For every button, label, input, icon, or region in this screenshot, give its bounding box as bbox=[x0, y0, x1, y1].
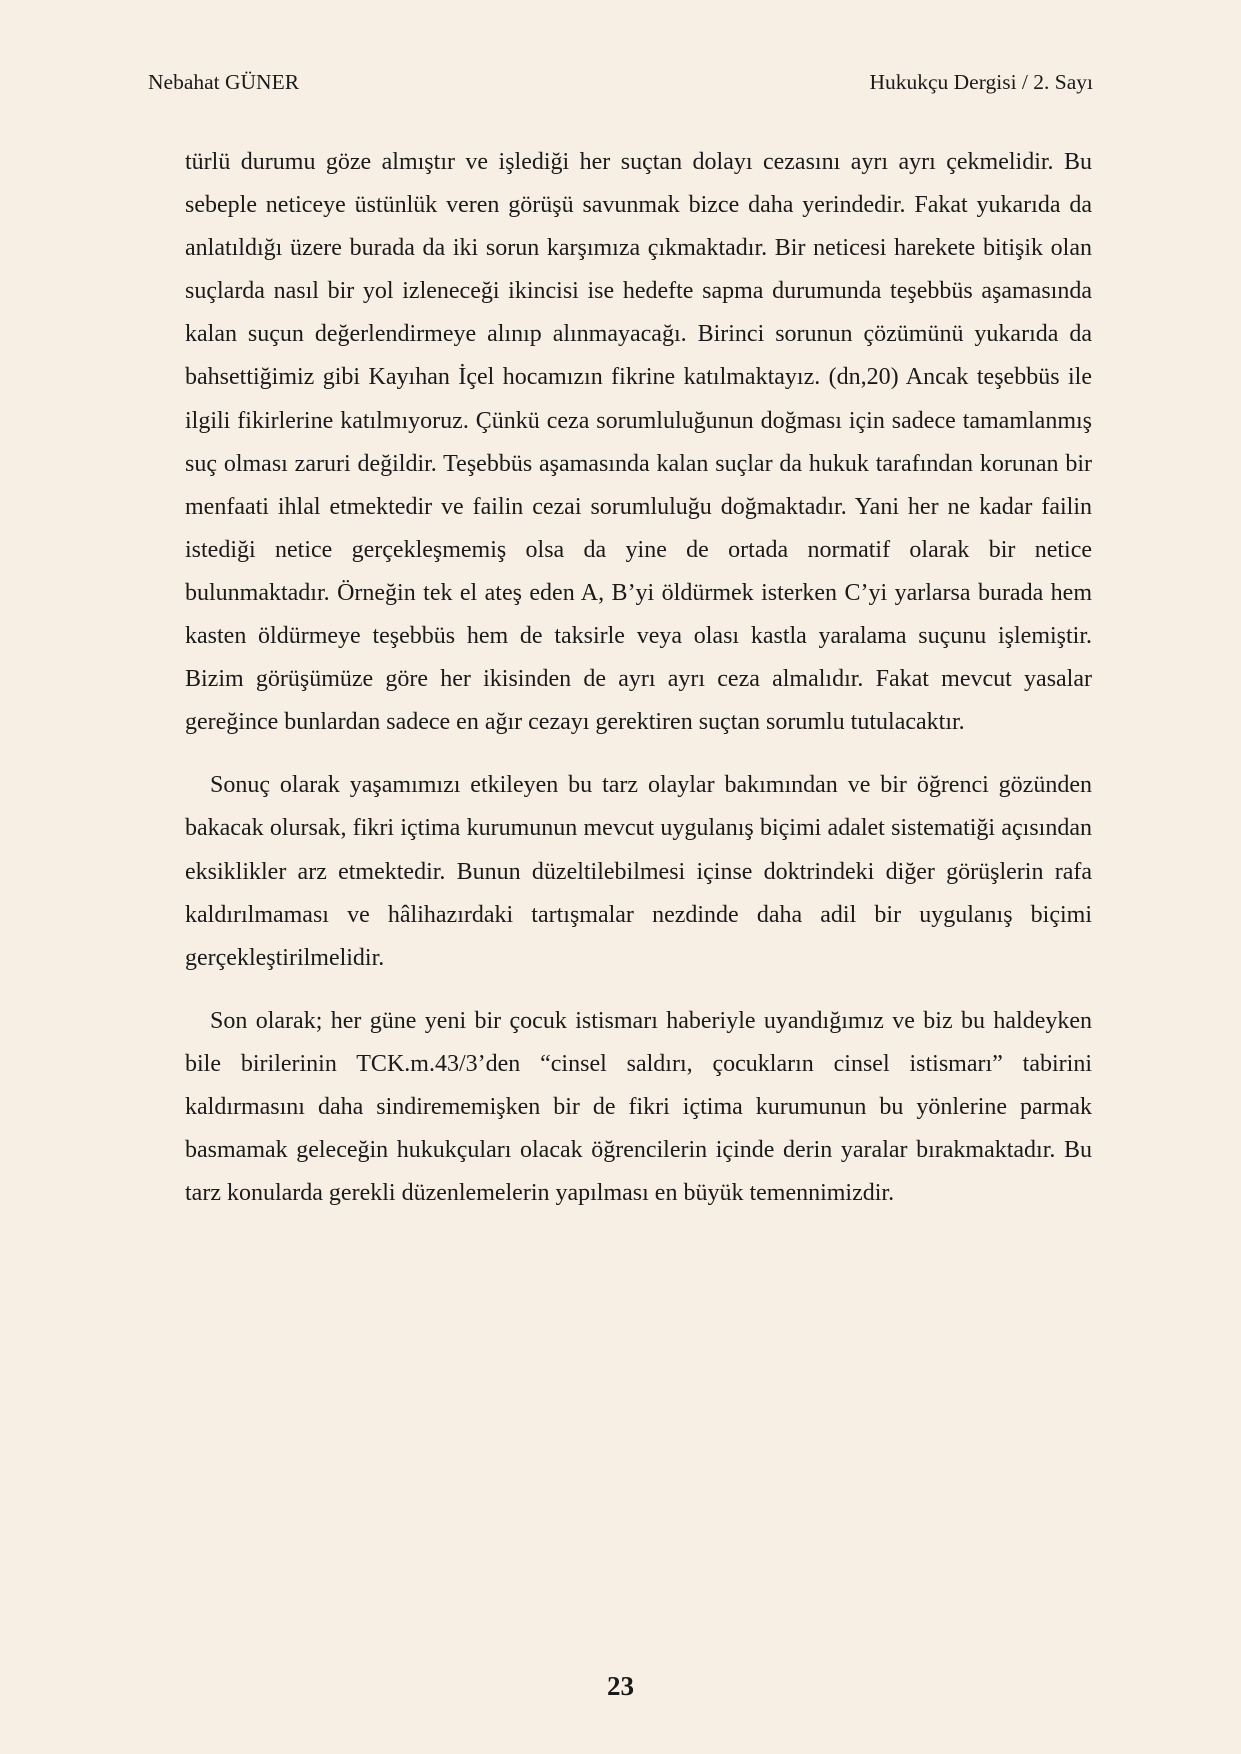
body-paragraph: Sonuç olarak yaşamımızı etkileyen bu tarz olaylar bakımından ve bir öğrenci gözünden bakacak olursak, fikri içtima kurumunun mevcut uygulanış biçimi adalet sistematiği açısından eksiklikler arz etmektedir. Bunun düzeltilebilmesi içinse doktrindeki diğer görüşlerin rafa kaldırılmaması ve hâlihazırdaki tartışmalar nezdinde daha adil bir uygulanış biçimi gerçekleştirilmelidir. bbox=[185, 772, 1092, 971]
journal-title: Hukukçu Dergisi / 2. Sayı bbox=[869, 70, 1093, 94]
author-name: Nebahat GÜNER bbox=[148, 70, 300, 94]
page-number: 23 bbox=[607, 1671, 634, 1701]
article-body bbox=[185, 141, 1092, 1215]
page-header bbox=[148, 70, 1093, 100]
body-paragraph: türlü durumu göze almıştır ve işlediği her suçtan dolayı cezasını ayrı ayrı çekmelidir. Bu sebeple neticeye üstünlük veren görüşü savunmak bizce daha yerindedir. Fakat yukarıda da anlatıldığı üzere burada da iki sorun karşımıza çıkmaktadır. Bir neticesi harekete bitişik olan suçlarda nasıl bir yol izleneceği ikincisi ise hedefte sapma durumunda teşebbüs aşamasında kalan suçun değerlendirmeye alınıp alınmayacağı. Birinci sorunun çözümünü yukarıda da bahsettiğimiz gibi Kayıhan İçel hocamızın fikrine katılmaktayız. (dn,20) Ancak teşebbüs ile ilgili fikirlerine katılmıyoruz. Çünkü ceza sorumluluğunun doğması için sadece tamamlanmış suç olması zaruri değildir. Teşebbüs aşamasında kalan suçlar da hukuk tarafından korunan bir menfaati ihlal etmektedir ve failin cezai sorumluluğu doğmaktadır. Yani her ne kadar failin istediği netice gerçekleşmemiş olsa da yine de ortada normatif olarak bir netice bulunmaktadır. Örneğin tek el ateş eden A, B’yi öldürmek isterken C’yi yarlarsa burada hem kasten öldürmeye teşebbüs hem de taksirle veya olası kastla yaralama suçunu işlemiştir. Bizim görüşümüze göre her ikisinden de ayrı ayrı ceza almalıdır. Fakat mevcut yasalar gereğince bunlardan sadece en ağır cezayı gerektiren suçtan sorumlu tutulacaktır. bbox=[185, 149, 1092, 736]
body-paragraph: Son olarak; her güne yeni bir çocuk istismarı haberiyle uyandığımız ve biz bu haldeyken bile birilerinin TCK.m.43/3’den “cinsel saldırı, çocukların cinsel istismarı” tabirini kaldırmasını daha sindirememişken bir de fikri içtima kurumunun bu yönlerine parmak basmamak geleceğin hukukçuları olacak öğrencilerin içinde derin yaralar bırakmaktadır. Bu tarz konularda gerekli düzenlemelerin yapılması en büyük temennimizdir. bbox=[185, 1007, 1092, 1207]
